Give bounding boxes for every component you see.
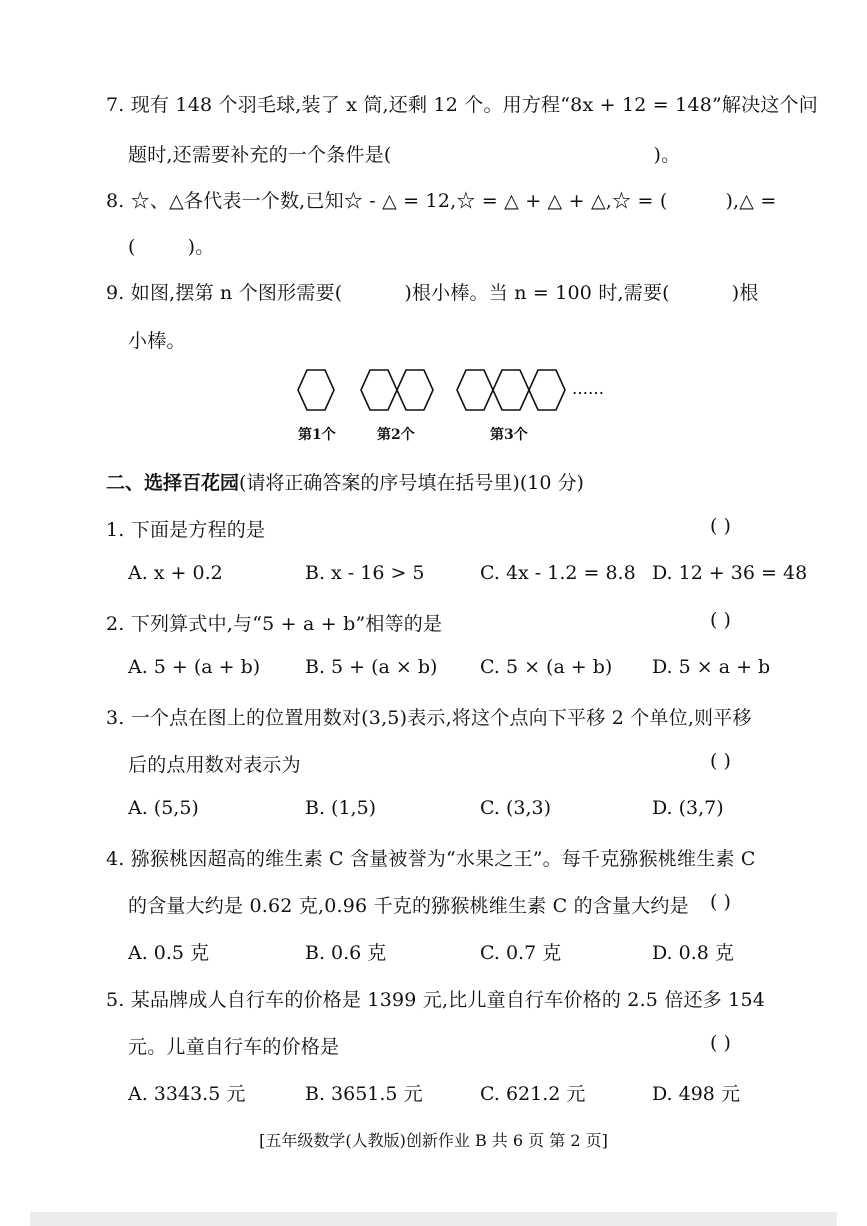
q9-line-2: 小棒。: [128, 330, 186, 352]
figure-label-3: 第3个: [490, 427, 528, 443]
choice-q2-option-d: D. 5 × a + b: [652, 656, 771, 678]
q8-line-2: [128, 232, 214, 259]
choice-q5-stem-line-2: 元。儿童自行车的价格是: [128, 1036, 340, 1058]
section-2-title: [106, 468, 584, 495]
q7-line-2: [128, 140, 680, 167]
q9-text-end: )根: [731, 282, 759, 304]
choice-q1-answer-paren[interactable]: ( ): [710, 515, 731, 537]
choice-q5-option-c: C. 621.2 元: [480, 1083, 586, 1105]
choice-q1-option-c: C. 4x - 1.2 = 8.8: [480, 562, 636, 584]
q7-line-1: 7. 现有 148 个羽毛球,装了 x 筒,还剩 12 个。用方程“8x + 12 = 148”解决这个问: [106, 94, 818, 116]
choice-q1-option-a: A. x + 0.2: [128, 562, 223, 584]
q7-text: 题时,还需要补充的一个条件是(: [128, 144, 392, 166]
q7-text-end: )。: [653, 144, 681, 166]
choice-q4-option-d: D. 0.8 克: [652, 942, 734, 964]
figure-ellipsis: ……: [572, 379, 604, 398]
figure-label-1: 第1个: [298, 427, 336, 443]
q9-text-mid: )根小棒。当 n = 100 时,需要(: [404, 282, 670, 304]
choice-q3-option-d: D. (3,7): [652, 797, 724, 819]
choice-q2-stem: 2. 下列算式中,与“5 + a + b”相等的是: [106, 613, 443, 635]
choice-q2-option-a: A. 5 + (a + b): [128, 656, 261, 678]
choice-q3-option-b: B. (1,5): [305, 797, 377, 819]
choice-q3-option-c: C. (3,3): [480, 797, 551, 819]
q8-paren-close: )。: [187, 236, 215, 258]
choice-q4-answer-paren[interactable]: ( ): [710, 891, 731, 913]
q9-text: 9. 如图,摆第 n 个图形需要(: [106, 282, 343, 304]
hexagon-figure: [290, 368, 620, 448]
hexagon-shape: [397, 370, 433, 410]
choice-q3-stem-line-1: 3. 一个点在图上的位置用数对(3,5)表示,将这个点向下平移 2 个单位,则平移: [106, 707, 752, 729]
choice-q5-stem-line-1: 5. 某品牌成人自行车的价格是 1399 元,比儿童自行车价格的 2.5 倍还多 154: [106, 989, 766, 1011]
choice-q4-stem-line-2: 的含量大约是 0.62 克,0.96 千克的猕猴桃维生素 C 的含量大约是: [128, 895, 689, 917]
q8-line-1: [106, 186, 776, 213]
choice-q2-option-b: B. 5 + (a × b): [305, 656, 438, 678]
choice-q3-stem-line-2: 后的点用数对表示为: [128, 754, 301, 776]
figure-label-2: 第2个: [377, 427, 415, 443]
hexagon-diagram: [290, 368, 620, 448]
choice-q5-option-d: D. 498 元: [652, 1083, 740, 1105]
choice-q5-option-b: B. 3651.5 元: [305, 1083, 423, 1105]
choice-q4-option-b: B. 0.6 克: [305, 942, 387, 964]
section-2-note: (请将正确答案的序号填在括号里)(10 分): [239, 472, 584, 494]
choice-q3-option-a: A. (5,5): [128, 797, 199, 819]
q8-text: 8. ☆、△各代表一个数,已知☆ - △ = 12,☆ = △ + △ + △,☆ = (: [106, 190, 668, 212]
hexagon-shape: [361, 370, 397, 410]
choice-q2-answer-paren[interactable]: ( ): [710, 609, 731, 631]
choice-q1-stem: 1. 下面是方程的是: [106, 519, 266, 541]
choice-q4-option-a: A. 0.5 克: [128, 942, 210, 964]
page-footer: [五年级数学(人教版)创新作业 B 共 6 页 第 2 页]: [259, 1131, 608, 1150]
choice-q4-option-c: C. 0.7 克: [480, 942, 562, 964]
choice-q5-option-a: A. 3343.5 元: [128, 1083, 246, 1105]
q8-paren-open: (: [128, 236, 136, 258]
choice-q5-answer-paren[interactable]: ( ): [710, 1032, 731, 1054]
hexagon-shape: [457, 370, 493, 410]
choice-q3-answer-paren[interactable]: ( ): [710, 750, 731, 772]
choice-q1-option-d: D. 12 + 36 = 48: [652, 562, 808, 584]
scan-bottom-edge: [30, 1212, 837, 1226]
choice-q2-option-c: C. 5 × (a + b): [480, 656, 613, 678]
section-2-heading: 二、选择百花园: [106, 472, 240, 494]
hexagon-shape: [493, 370, 529, 410]
choice-q1-option-b: B. x - 16 > 5: [305, 562, 425, 584]
q8-text-mid: ),△ =: [725, 190, 777, 212]
hexagon-shape: [529, 370, 565, 410]
hexagon-shape: [298, 370, 334, 410]
choice-q4-stem-line-1: 4. 猕猴桃因超高的维生素 C 含量被誉为“水果之王”。每千克猕猴桃维生素 C: [106, 848, 756, 870]
q9-line-1: [106, 278, 759, 305]
